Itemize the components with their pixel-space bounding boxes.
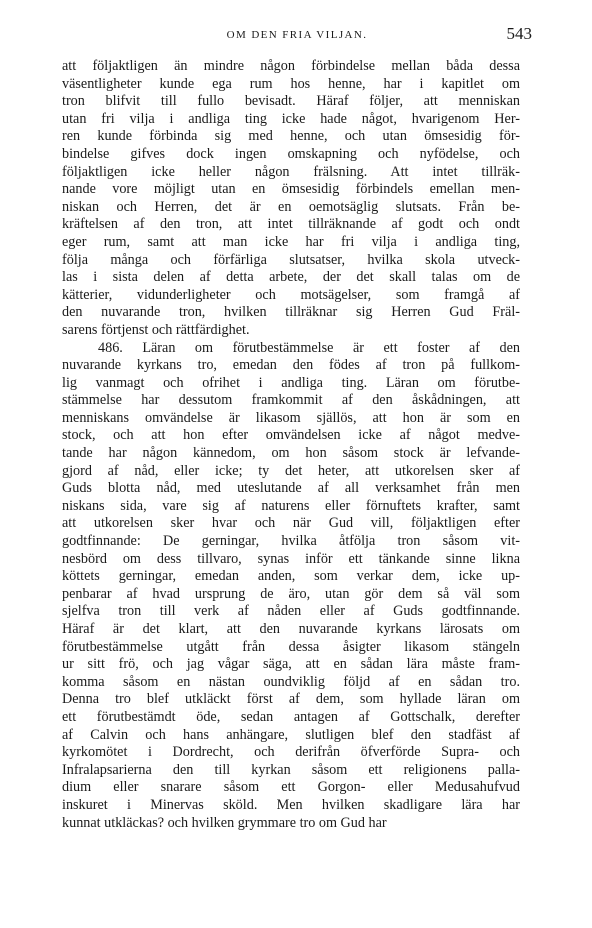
text-line: godtfinnande: De gerningar, hvilka åtfölja tron såsom vit- (62, 533, 520, 550)
text-line: Denna tro blef utkläckt först af dem, som hyllade läran om (62, 691, 520, 708)
text-line: Häraf är det klart, att den nuvarande kyrkans lärosats om (62, 621, 520, 637)
text-line: följaktligen icke heller någon frälsning. Att intet tillräk- (62, 163, 520, 180)
running-title: OM DEN FRIA VILJAN. (226, 29, 368, 41)
text-line: gjord af nåd, eller icke; ty det heter, att utkorelsen sker af (62, 462, 520, 479)
text-line: följa många och förfärliga slutsatser, hvilka skola utveck- (62, 251, 520, 268)
text-line: nesbörd om dess tillvaro, synas inför ett tänkande sinne likna (62, 550, 520, 567)
page-number: 543 (506, 24, 532, 43)
text-line: af Calvin och hans anhängare, slutligen blef den stadfäst af (62, 726, 520, 743)
text-line: menniskans omvändelse är likasom själlös, att hon är som en (62, 409, 520, 426)
text-line: att följaktligen än mindre någon förbindelse mellan båda dessa (62, 58, 520, 74)
text-line: kätterier, vidunderligheter och motsägelser, som framgå af (62, 286, 520, 303)
text-line: utan fri vilja i andliga ting icke hade något, hvarigenom Her- (62, 110, 520, 127)
body-text (62, 58, 520, 832)
text-line: komma såsom en nästan oundviklig följd af en sådan tro. (62, 673, 520, 690)
text-line: sarens förtjenst och rättfärdighet. (62, 321, 250, 338)
text-line: Infralapsarierna den till kyrkan såsom ett religionens palla- (62, 761, 520, 778)
text-line: lig vanmagt och ofrihet i andliga ting. Läran om förutbe- (62, 374, 520, 391)
text-line: dium eller snarare såsom ett Gorgon- eller Medusahufvud (62, 779, 520, 796)
text-line: 486. Läran om förutbestämmelse är ett foster af den (98, 339, 520, 356)
text-line: niskans sida, vare sig af naturens eller förnuftets krafter, samt (62, 497, 520, 514)
text-line: ur sitt frö, och jag vågar säga, att en sådan lära måste fram- (62, 656, 520, 673)
text-line: eger rum, samt att man icke har fri vilja i andliga ting, (62, 233, 520, 250)
text-line: bindelse gifves dock ingen omskapning och nyfödelse, och (62, 145, 520, 162)
text-line: kräftelsen af den tron, att intet tillräknande af godt och ondt (62, 216, 520, 233)
text-line: Guds blotta nåd, med uteslutande af all verksamhet från men (62, 480, 520, 497)
text-line: kyrkomötet i Dordrecht, och derifrån öfverförde Supra- och (62, 744, 520, 761)
text-line: nande vore möjligt utan en ömsesidig förbindels emellan men- (62, 181, 520, 198)
text-line: nuvarande kyrkans tro, emedan den födes af tron på fullkom- (62, 357, 520, 374)
text-line: ett förutbestämdt öde, sedan antagen af Gottschalk, derefter (62, 708, 520, 725)
text-line: ren kunde förbinda sig med henne, och utan ömsesidig för- (62, 128, 520, 145)
text-line: tron blifvit till fullo bevisadt. Häraf följer, att menniskan (62, 93, 520, 110)
text-line: väsentligheter kunde ega rum hos henne, har i kapitlet om (62, 75, 520, 92)
text-line: köttets gerningar, emedan anden, som verkar dem, icke up- (62, 568, 520, 585)
text-line: las i sista delen af detta arbete, der det skall talas om de (62, 269, 520, 286)
text-line: inskuret i Minervas sköld. Men hvilken skadligare lära har (62, 796, 520, 813)
text-line: stock, och att hon efter omvändelsen icke af något medve- (62, 427, 520, 444)
text-line: stämmelse har dessutom framkommit af den åskådningen, att (62, 392, 520, 409)
text-line: tande har någon kännedom, om hon såsom stock är lefvande- (62, 445, 520, 462)
text-line: att utkorelsen sker hvar och när Gud vill, följaktligen efter (62, 515, 520, 532)
text-line: förutbestämmelse utgått från dessa åsigter likasom stängeln (62, 638, 520, 655)
text-line: penbarar af hvad ursprung de äro, utan gör dem så väl som (62, 585, 520, 602)
text-line: sjelfva tron till verk af nåden eller af Guds godtfinnande. (62, 603, 520, 620)
text-line: niskan och Herren, det är en oemotsäglig slutsats. Från be- (62, 198, 520, 215)
page-header (62, 24, 532, 48)
text-line: den nuvarande tron, hvilken tillräknar sig Herren Gud Fräl- (62, 304, 520, 321)
text-line: kunnat utkläckas? och hvilken grymmare tro om Gud har (62, 814, 387, 831)
